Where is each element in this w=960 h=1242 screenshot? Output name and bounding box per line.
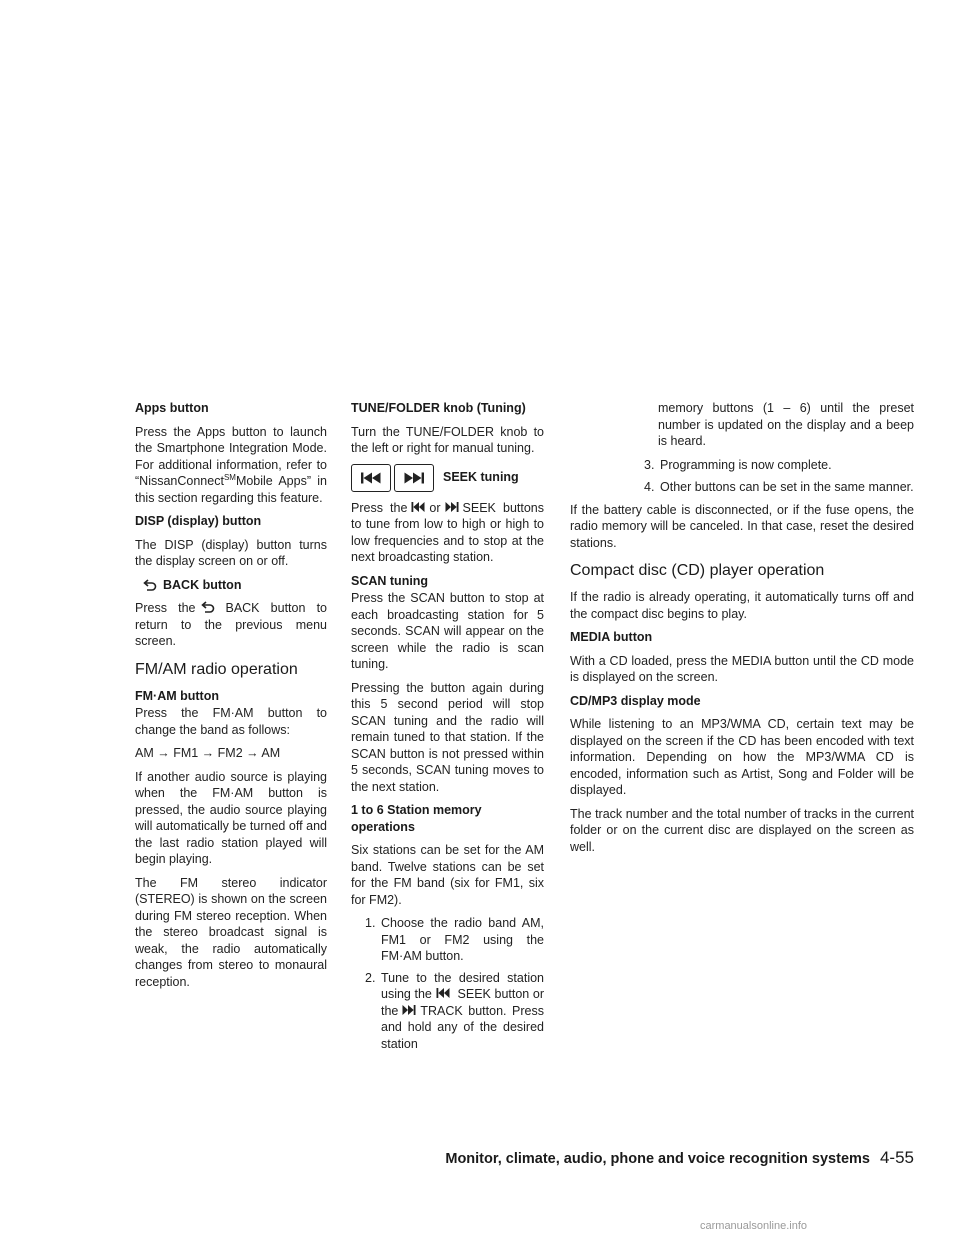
- page-number: 4-55: [879, 1148, 914, 1167]
- mp3-display-heading: CD/MP3 display mode: [570, 693, 701, 708]
- seek-back-button-illustration: [351, 464, 391, 492]
- back-button-heading: BACK button: [135, 577, 327, 594]
- skip-back-icon: [436, 987, 450, 999]
- scan-tuning-heading: SCAN tuning: [351, 573, 429, 588]
- media-button-heading: MEDIA button: [570, 630, 653, 644]
- apps-button-heading: Apps button: [135, 401, 209, 415]
- seek-forward-button-illustration: [394, 464, 434, 492]
- watermark: carmanualsonline.info: [700, 1220, 808, 1232]
- skip-back-icon: [411, 501, 425, 513]
- skip-back-icon: [360, 472, 382, 484]
- skip-forward-icon: [445, 501, 459, 513]
- disp-paragraph: The DISP (display) button turns the display screen on or off.: [135, 537, 327, 568]
- scan-paragraph-2: Pressing the button again during this 5 second period will stop SCAN tuning and the radio will remain tuned to that station. If the SCAN button is not pressed within 5 seconds, SCAN tuning moves to the next station.: [351, 680, 544, 794]
- apps-paragraph: Press the Apps button to launch the Smartphone Integration Mode. For additional information, refer to “NissanConnect℠Mobile Apps” in this section regarding this feature.: [135, 424, 327, 505]
- back-arrow-icon: [143, 579, 157, 591]
- column-2: [351, 400, 544, 1058]
- cd-section-title: Compact disc (CD) player operation: [570, 562, 825, 579]
- list-item: 3. Programming is now complete.: [644, 457, 832, 472]
- band-sequence: AM → FM1 → FM2 → AM: [135, 746, 281, 760]
- memory-steps-continued: [630, 457, 914, 496]
- tune-knob-heading: TUNE/FOLDER knob (Tuning): [351, 401, 526, 415]
- fm-am-paragraph: Press the FM·AM button to change the band as follows:: [135, 706, 327, 737]
- another-source-paragraph: If another audio source is playing when the FM·AM button is pressed, the audio source playing will automatically be turned off and the last radio station played will begin playing.: [135, 769, 327, 866]
- step-2-continued: memory buttons (1 – 6) until the preset number is updated on the display and a beep is heard.: [658, 401, 914, 448]
- column-3: [570, 400, 914, 862]
- memory-steps: [351, 915, 544, 1052]
- memory-paragraph: Six stations can be set for the AM band. Twelve stations can be set for the FM band (six for FM1, six for FM2).: [351, 843, 544, 907]
- stereo-paragraph: The FM stereo indicator (STEREO) is shown on the screen during FM stereo reception. When the stereo broadcast signal is weak, the radio automatically changes from stereo to monaural reception.: [135, 875, 327, 989]
- page-footer: [424, 1148, 914, 1168]
- seek-tuning-heading: SEEK tuning: [351, 464, 544, 492]
- cd-paragraph: If the radio is already operating, it automatically turns off and the compact disc begins to play.: [570, 590, 914, 621]
- column-1: [135, 400, 327, 997]
- footer-title: Monitor, climate, audio, phone and voice recognition systems: [445, 1151, 870, 1167]
- list-item: 4. Other buttons can be set in the same manner.: [644, 480, 914, 494]
- disp-button-heading: DISP (display) button: [135, 514, 262, 528]
- back-paragraph: Press the BACK button to return to the previous menu screen.: [135, 601, 327, 648]
- tune-paragraph: Turn the TUNE/FOLDER knob to the left or right for manual tuning.: [351, 424, 544, 455]
- battery-paragraph: If the battery cable is disconnected, or if the fuse opens, the radio memory will be canceled. In that case, reset the desired stations.: [570, 502, 914, 550]
- track-paragraph: The track number and the total number of tracks in the current folder or on the current disc are displayed on the screen as well.: [570, 806, 914, 854]
- mp3-paragraph: While listening to an MP3/WMA CD, certain text may be displayed on the screen if the CD has been encoded with text information. Depending on how the MP3/WMA CD is encoded, information such as Artist, Song and Folder will be displayed.: [570, 717, 914, 797]
- skip-forward-icon: [403, 472, 425, 484]
- skip-forward-icon: [402, 1004, 416, 1016]
- list-item: 2. Tune to the desired station using the SEEK button or the TRACK button. Press and hold any of the desired station: [365, 970, 544, 1051]
- media-paragraph: With a CD loaded, press the MEDIA button until the CD mode is displayed on the screen.: [570, 653, 914, 684]
- scan-paragraph: Press the SCAN button to stop at each broadcasting station for 5 seconds. SCAN will appear on the screen while the radio is scan tuning.: [351, 591, 544, 671]
- fm-am-section-title: FM/AM radio operation: [135, 660, 298, 678]
- seek-paragraph: Press the or SEEK buttons to tune from low to high or high to low frequencies and to stop at the next broadcasting station.: [351, 500, 544, 564]
- fm-am-button-heading: FM·AM button: [135, 688, 219, 703]
- list-item: 1. Choose the radio band AM, FM1 or FM2 using the FM·AM button.: [365, 916, 544, 963]
- back-arrow-icon: [201, 601, 215, 613]
- memory-heading: 1 to 6 Station memory operations: [351, 803, 482, 834]
